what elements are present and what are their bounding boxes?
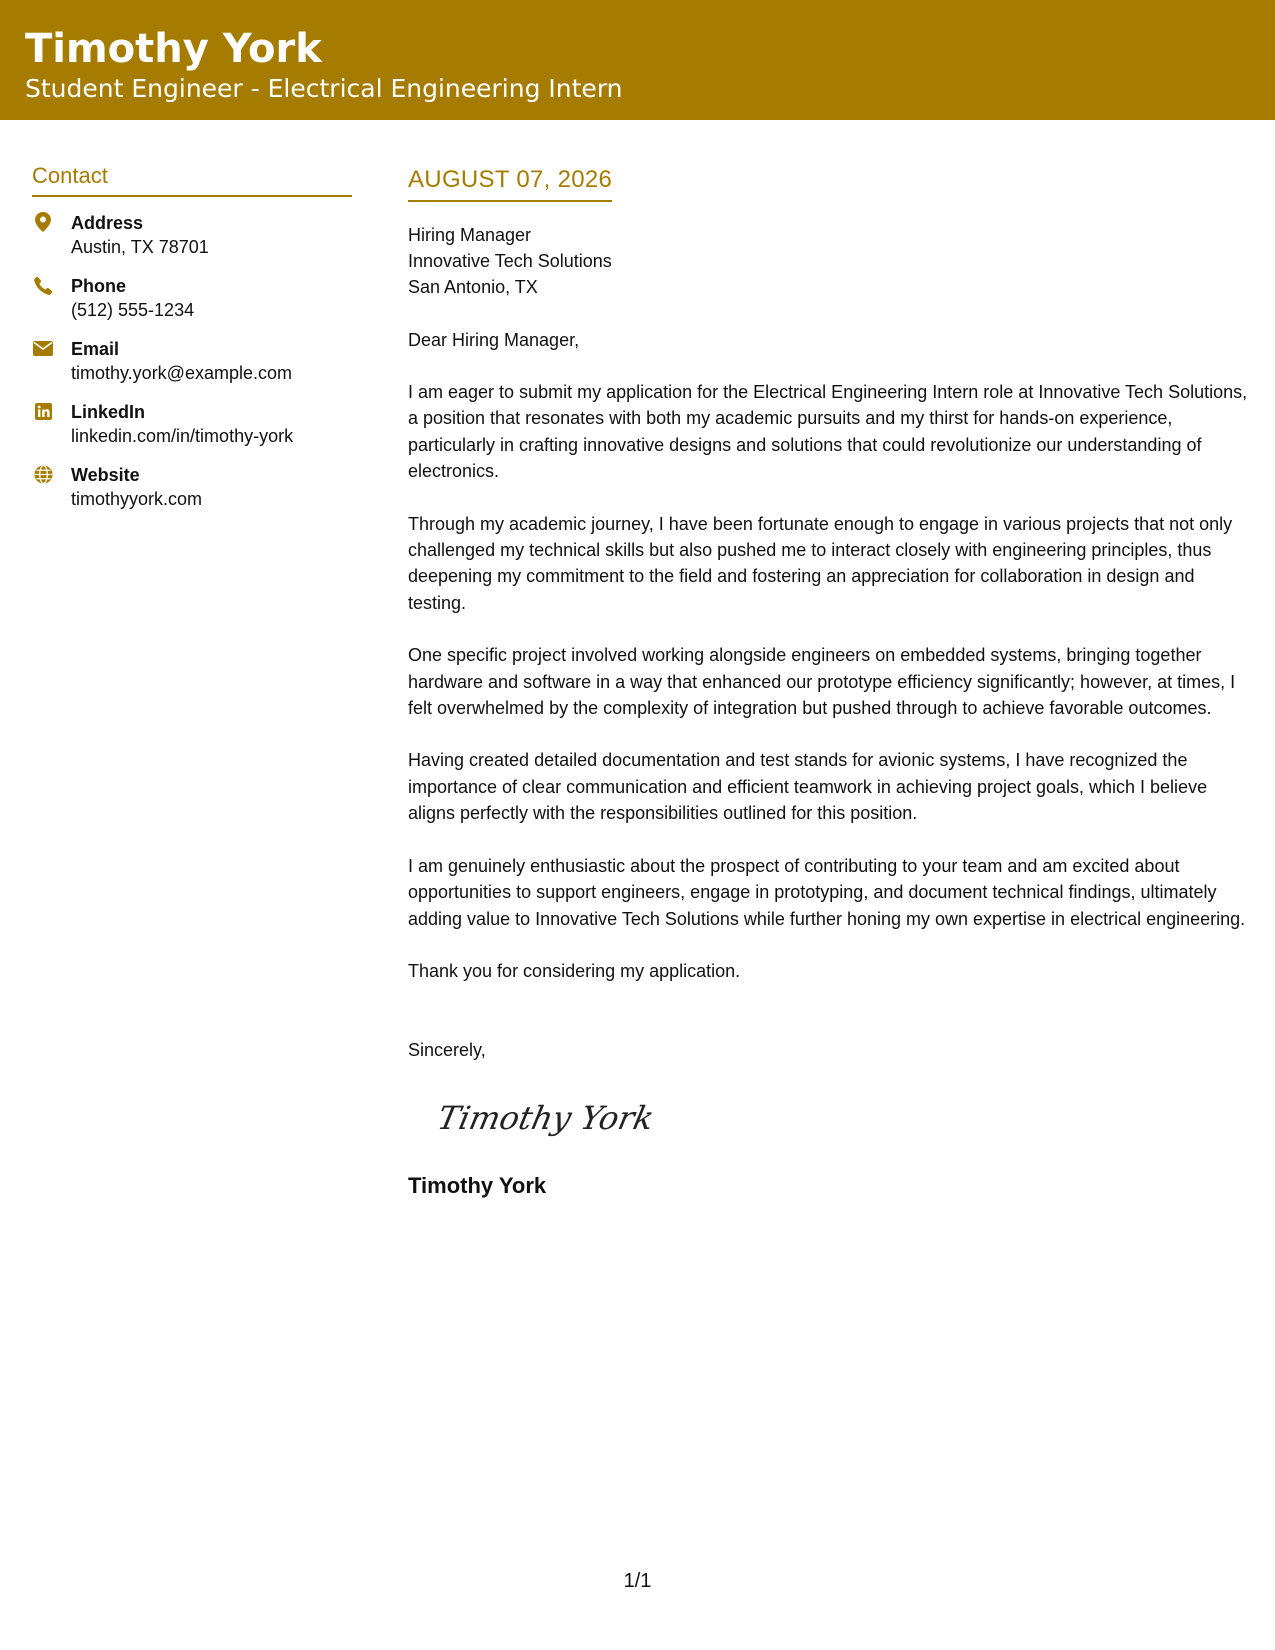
address-value: Austin, TX 78701 bbox=[71, 237, 209, 257]
recipient-line: Hiring Manager bbox=[408, 225, 532, 245]
page-number: 1/1 bbox=[623, 1570, 652, 1592]
applicant-name: Timothy York bbox=[25, 26, 322, 72]
phone-label: Phone bbox=[71, 276, 127, 296]
contact-heading: Contact bbox=[32, 160, 352, 197]
body-paragraph: Through my academic journey, I have been fortunate enough to engage in various projects that not only challenged my technical skills but also pushed me to interact closely with engineering principles, thus deepening my commitment to the field and fostering an appreciation for collaboration in design and testing. bbox=[408, 513, 1233, 613]
signature bbox=[432, 1091, 1248, 1151]
body-paragraph: Thank you for considering my application. bbox=[408, 960, 741, 981]
contact-item-email bbox=[32, 337, 352, 400]
letter-body bbox=[408, 164, 1248, 1201]
letter-date: AUGUST 07, 2026 bbox=[408, 164, 612, 202]
contact-sidebar bbox=[32, 160, 352, 526]
email-value: timothy.york@example.com bbox=[71, 363, 293, 383]
map-pin-icon bbox=[32, 211, 54, 233]
email-label: Email bbox=[71, 339, 120, 359]
phone-icon bbox=[32, 274, 54, 296]
recipient-line: Innovative Tech Solutions bbox=[408, 251, 612, 271]
website-label: Website bbox=[71, 465, 140, 485]
globe-icon bbox=[32, 463, 54, 485]
contact-item-website bbox=[32, 463, 352, 526]
recipient-block bbox=[408, 222, 1248, 300]
linkedin-icon bbox=[32, 400, 54, 422]
address-label: Address bbox=[71, 213, 144, 233]
body-paragraph: I am genuinely enthusiastic about the prospect of contributing to your team and am excited about opportunities to support engineers, engage in prototyping, and document technical findings, ultimately adding value to Innovative Tech Solutions while further honing my own expertise in electrical engineering. bbox=[408, 855, 1246, 929]
applicant-role: Student Engineer - Electrical Engineering Intern bbox=[25, 74, 623, 103]
phone-value: (512) 555-1234 bbox=[71, 300, 195, 320]
linkedin-value: linkedin.com/in/timothy-york bbox=[71, 426, 294, 446]
recipient-line: San Antonio, TX bbox=[408, 277, 538, 297]
contact-item-address bbox=[32, 211, 352, 274]
body-paragraph: Having created detailed documentation and test stands for avionic systems, I have recognized the importance of clear communication and efficient teamwork in achieving project goals, which I believe aligns perfectly with the responsibilities outlined for this position. bbox=[408, 750, 1208, 824]
website-value: timothyyork.com bbox=[71, 489, 203, 509]
envelope-icon bbox=[32, 337, 54, 359]
body-paragraph: One specific project involved working alongside engineers on embedded systems, bringing together hardware and software in a way that enhanced our prototype efficiency significantly; however, at times, I felt overwhelmed by the complexity of integration but pushed through to achieve favorable outcomes. bbox=[408, 645, 1236, 719]
signed-name: Timothy York bbox=[408, 1173, 547, 1199]
linkedin-label: LinkedIn bbox=[71, 402, 146, 422]
svg-text:Timothy York: Timothy York bbox=[434, 1099, 658, 1138]
page-header bbox=[0, 0, 1275, 120]
closing: Sincerely, bbox=[408, 1040, 486, 1061]
contact-item-phone bbox=[32, 274, 352, 337]
salutation: Dear Hiring Manager, bbox=[408, 330, 580, 350]
body-paragraph: I am eager to submit my application for the Electrical Engineering Intern role at Innovative Tech Solutions, a position that resonates with both my academic pursuits and my thirst for hands-on experience, particularly in crafting innovative designs and solutions that could revolutionize our understanding of electronics. bbox=[408, 382, 1248, 482]
contact-item-linkedin bbox=[32, 400, 352, 463]
